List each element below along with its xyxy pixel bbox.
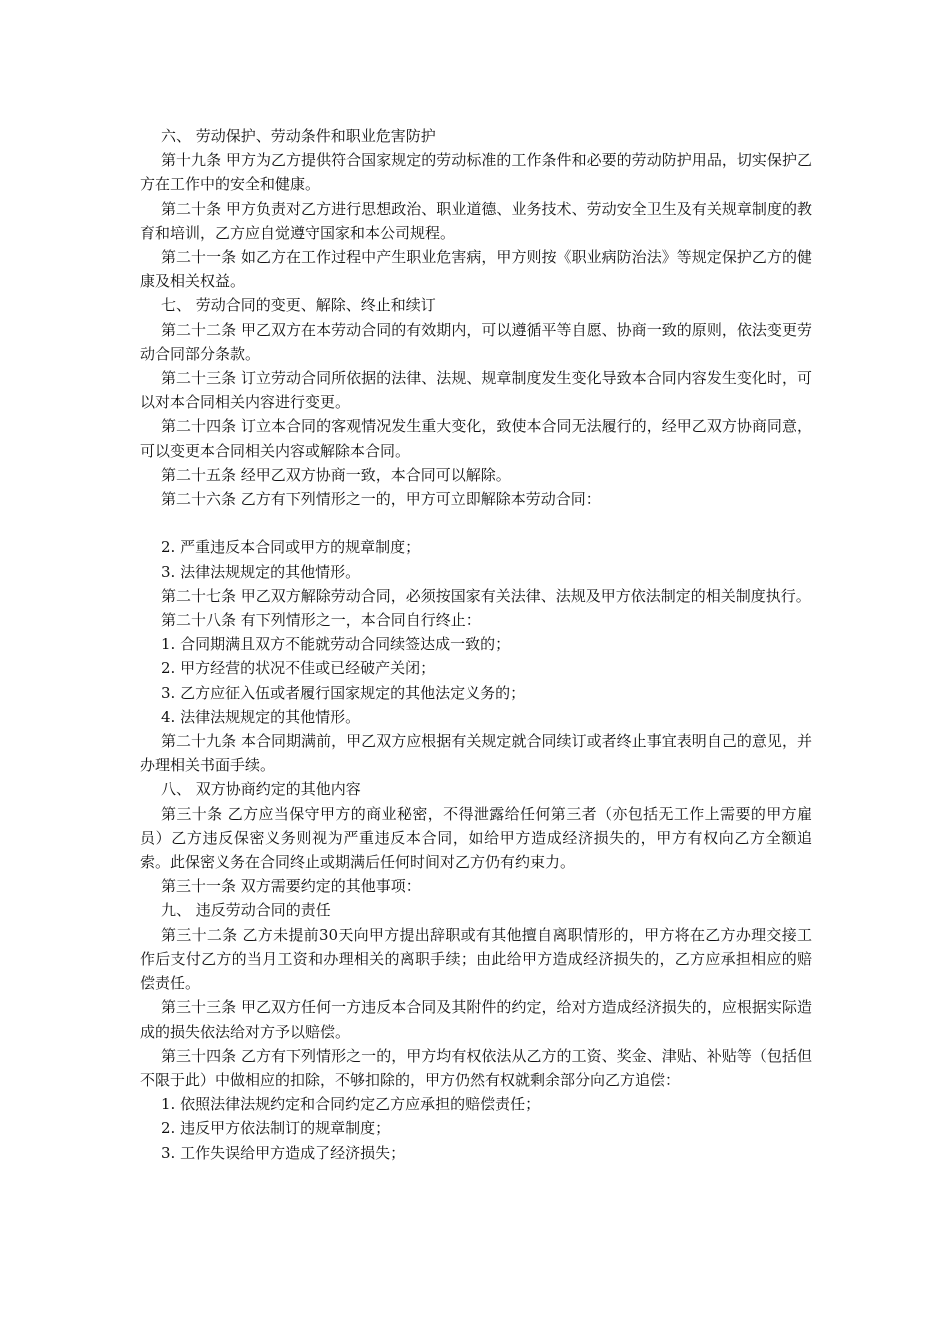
section-heading: 九、 违反劳动合同的责任 xyxy=(161,901,331,920)
article-paragraph: 第二十二条 甲乙双方在本劳动合同的有效期内，可以遵循平等自愿、协商一致的原则，依法变更劳动合同部分条款。 xyxy=(140,320,812,363)
list-item: 2. 违反甲方依法制订的规章制度； xyxy=(161,1119,391,1138)
article-paragraph: 第三十一条 双方需要约定的其他事项： xyxy=(161,877,421,896)
article-paragraph: 第十九条 甲方为乙方提供符合国家规定的劳动标准的工作条件和必要的劳动防护用品，切实保护乙方在工作中的安全和健康。 xyxy=(140,151,812,194)
list-item: 3. 法律法规规定的其他情形。 xyxy=(161,562,361,581)
article-paragraph: 第二十一条 如乙方在工作过程中产生职业危害病，甲方则按《职业病防治法》等规定保护乙方的健康及相关权益。 xyxy=(140,248,812,291)
article-paragraph: 第二十五条 经甲乙双方协商一致，本合同可以解除。 xyxy=(161,465,511,484)
article-paragraph: 第二十三条 订立劳动合同所依据的法律、法规、规章制度发生变化导致本合同内容发生变化时，可以对本合同相关内容进行变更。 xyxy=(140,369,812,412)
section-heading: 八、 双方协商约定的其他内容 xyxy=(161,780,361,799)
list-item: 2. 甲方经营的状况不佳或已经破产关闭； xyxy=(161,659,436,678)
list-item: 1. 合同期满且双方不能就劳动合同续签达成一致的； xyxy=(161,635,511,654)
article-paragraph: 第二十八条 有下列情形之一，本合同自行终止： xyxy=(161,611,481,630)
list-item: 2. 严重违反本合同或甲方的规章制度； xyxy=(161,538,421,557)
article-paragraph: 第二十七条 甲乙双方解除劳动合同，必须按国家有关法律、法规及甲方依法制定的相关制度执行。 xyxy=(161,586,811,605)
article-paragraph: 第三十条 乙方应当保守甲方的商业秘密，不得泄露给任何第三者（亦包括无工作上需要的甲方雇员）乙方违反保密义务则视为严重违反本合同，如给甲方造成经济损失的，甲方有权向乙方全额追索。此保密义务在合同终止或期满后任何时间对乙方仍有约束力。 xyxy=(140,804,812,872)
article-paragraph: 第三十三条 甲乙双方任何一方违反本合同及其附件的约定，给对方造成经济损失的，应根据实际造成的损失依法给对方予以赔偿。 xyxy=(140,998,812,1041)
document-body xyxy=(140,124,812,1165)
list-item: 3. 工作失误给甲方造成了经济损失； xyxy=(161,1143,406,1162)
section-heading: 七、 劳动合同的变更、解除、终止和续订 xyxy=(161,296,436,315)
article-paragraph: 第二十条 甲方负责对乙方进行思想政治、职业道德、业务技术、劳动安全卫生及有关规章制度的教育和培训，乙方应自觉遵守国家和本公司规程。 xyxy=(140,199,812,242)
list-item: 4. 法律法规规定的其他情形。 xyxy=(161,707,361,726)
list-item: 3. 乙方应征入伍或者履行国家规定的其他法定义务的； xyxy=(161,683,526,702)
blank-line xyxy=(140,511,812,535)
section-heading: 六、 劳动保护、劳动条件和职业危害防护 xyxy=(161,127,436,145)
article-paragraph: 第二十四条 订立本合同的客观情况发生重大变化，致使本合同无法履行的，经甲乙双方协商同意，可以变更本合同相关内容或解除本合同。 xyxy=(140,417,812,460)
article-paragraph: 第二十九条 本合同期满前，甲乙双方应根据有关规定就合同续订或者终止事宜表明自己的意见，并办理相关书面手续。 xyxy=(140,732,812,775)
list-item: 1. 依照法律法规约定和合同约定乙方应承担的赔偿责任； xyxy=(161,1095,541,1114)
article-paragraph: 第三十四条 乙方有下列情形之一的，甲方均有权依法从乙方的工资、奖金、津贴、补贴等（包括但不限于此）中做相应的扣除，不够扣除的，甲方仍然有权就剩余部分向乙方追偿： xyxy=(140,1046,812,1089)
article-paragraph: 第三十二条 乙方未提前30天向甲方提出辞职或有其他擅自离职情形的，甲方将在乙方办理交接工作后支付乙方的当月工资和办理相关的离职手续；由此给甲方造成经济损失的，乙方应承担相应的赔偿责任。 xyxy=(140,925,812,993)
article-paragraph: 第二十六条 乙方有下列情形之一的，甲方可立即解除本劳动合同： xyxy=(161,490,601,509)
